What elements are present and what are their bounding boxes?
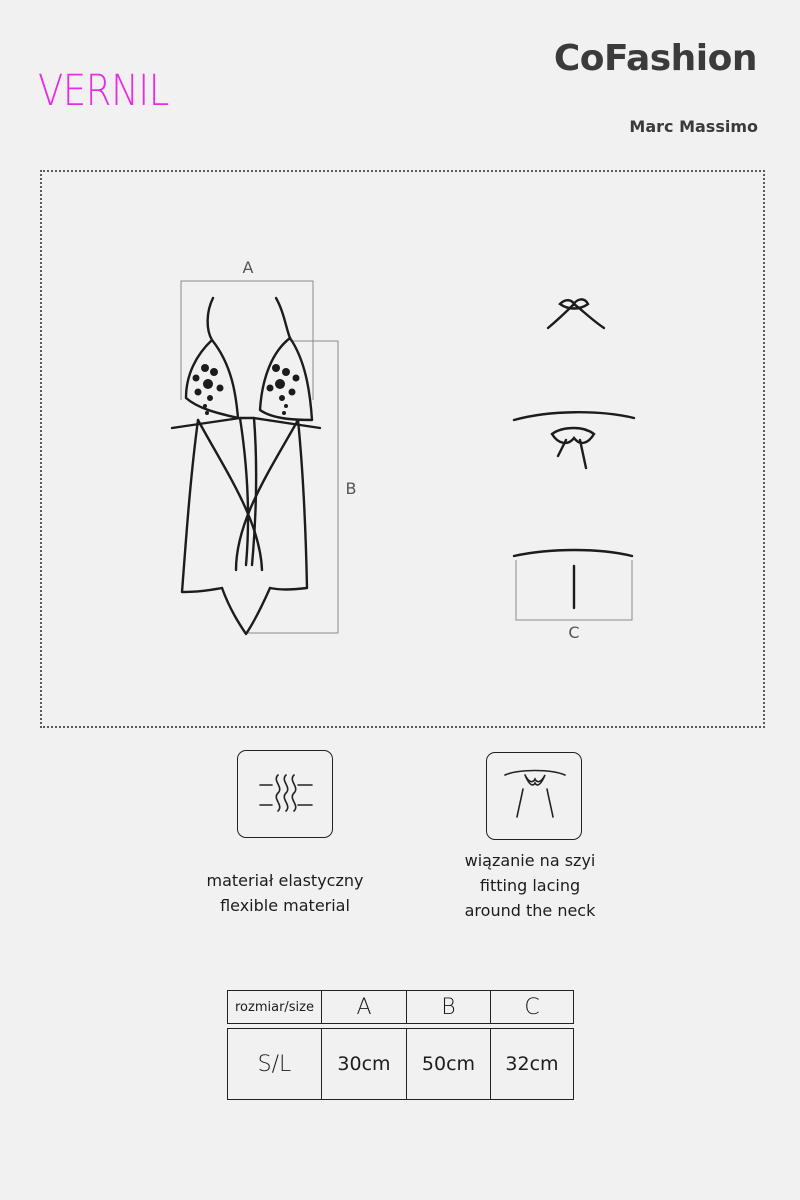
right-strap (276, 298, 290, 338)
size-header-b: B (407, 991, 491, 1023)
right-side-seam (270, 420, 307, 590)
size-row-b: 50cm (407, 1029, 491, 1099)
size-row-c: 32cm (505, 1053, 559, 1075)
left-strap (208, 298, 213, 340)
size-header-label: rozmiar/size (228, 991, 322, 1023)
size-table-row (227, 1028, 574, 1100)
back-bow-ends (558, 440, 586, 468)
size-row-a: 30cm (322, 1029, 407, 1099)
right-wrap-panel (236, 420, 298, 570)
feature-text-pl: materiał elastyczny (206, 871, 364, 890)
measure-b-label: B (345, 479, 357, 498)
crotch-gusset (222, 588, 270, 634)
stretch-waves-icon (238, 751, 334, 839)
neck-tie-icon-box (486, 752, 582, 840)
stretch-icon-box (237, 750, 333, 838)
feature-flexible-material (185, 868, 385, 918)
feature-text-en: flexible material (220, 896, 350, 915)
feature-neck-lacing (430, 848, 630, 923)
feature-text-en-1: fitting lacing (479, 876, 581, 895)
feature-text-pl: wiązanie na szyi (464, 851, 596, 870)
measure-a-label: A (242, 258, 254, 277)
feature-text-en-2: around the neck (464, 901, 596, 920)
back-bow (552, 428, 594, 443)
designer-name: Marc Massimo (629, 117, 758, 136)
size-header-c: C (524, 994, 540, 1020)
maker-logo: CoFashion (553, 38, 757, 79)
lace-embroidery (193, 364, 300, 415)
neck-bow (560, 299, 588, 308)
brand-logo: VERNIL (38, 66, 169, 116)
back-waist-band (514, 550, 632, 556)
left-side-seam (182, 420, 222, 592)
size-row-size: S/L (228, 1029, 322, 1099)
measure-c-label: C (568, 623, 580, 642)
center-panel-right (252, 418, 256, 565)
bodysuit-front-drawing (172, 298, 320, 634)
back-band (514, 412, 634, 420)
center-panel-left (240, 418, 248, 565)
neck-tie-icon (487, 753, 583, 841)
bodysuit-back-drawing (514, 299, 634, 608)
size-header-a: A (322, 991, 407, 1023)
measurement-guides (181, 281, 632, 633)
size-table-header (227, 990, 574, 1024)
